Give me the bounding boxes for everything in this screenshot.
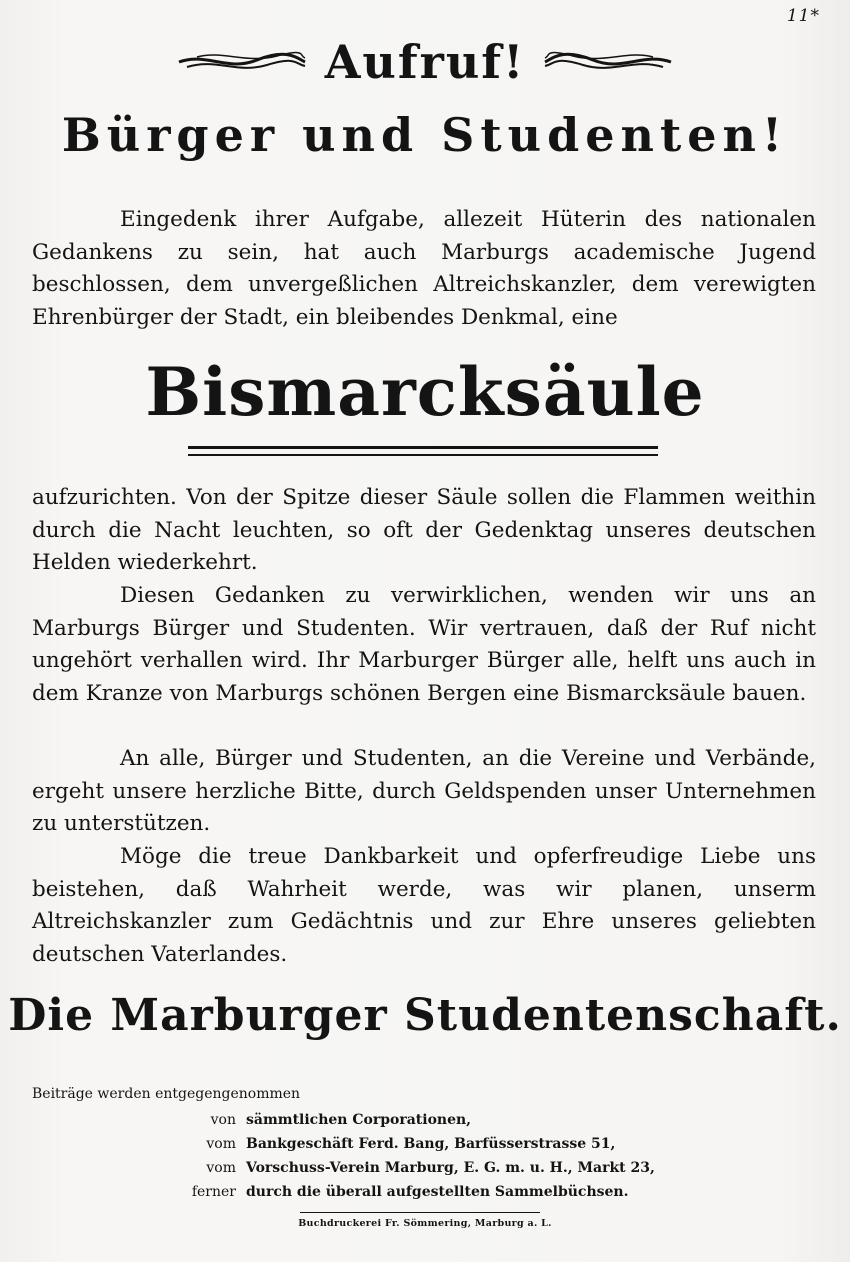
paragraph-3: Diesen Gedanken zu verwirklichen, wenden wir uns an Marburgs Bürger und Studenten. Wir vertrauen, daß der Ruf nicht ungehört verhallen wird. Ihr Marburger Bürger alle, helft uns auch in dem Kranze von Marburgs schönen Bergen eine Bismarcksäule bauen. [32, 583, 816, 706]
right-flourish-icon [543, 48, 673, 76]
contributions-list [180, 1108, 700, 1204]
list-item-prefix: vom [206, 1160, 236, 1176]
monument-heading: Bismarcksäule [145, 353, 705, 431]
list-item [180, 1156, 700, 1180]
paragraph-1: Eingedenk ihrer Aufgabe, allezeit Hüterin des nationalen Gedankens zu sein, hat auch Marburgs academische Jugend beschlossen, dem unvergeßlichen Altreichskanzler, dem verewigten Ehrenbürger der Stadt, ein bleibendes Denkmal, eine [32, 207, 816, 330]
archive-number: 11* [786, 6, 820, 26]
list-item-prefix: ferner [191, 1184, 236, 1200]
list-item-text: durch die überall aufgestellten Sammelbüchsen. [246, 1184, 629, 1200]
contributions-intro: Beiträge werden entgegengenommen [32, 1086, 301, 1102]
left-flourish-icon [177, 48, 307, 76]
list-item [180, 1108, 700, 1132]
list-item [180, 1132, 700, 1156]
signature: Die Marburger Studentenschaft. [8, 990, 842, 1041]
list-item-text: Bankgeschäft Ferd. Bang, Barfüsserstrasse 51, [246, 1136, 616, 1152]
title-row [0, 30, 850, 94]
paragraph-4: An alle, Bürger und Studenten, an die Vereine und Verbände, ergeht unsere herzliche Bitte, durch Geldspenden unser Unternehmen zu unterstützen. [32, 746, 816, 836]
printer-rule-divider [300, 1212, 540, 1214]
list-item-text: Vorschuss-Verein Marburg, E. G. m. u. H., Markt 23, [246, 1160, 655, 1176]
list-item-text: sämmtlichen Corporationen, [246, 1112, 472, 1128]
printer-imprint: Buchdruckerei Fr. Sömmering, Marburg a. L. [298, 1218, 552, 1229]
paragraph-2: aufzurichten. Von der Spitze dieser Säule sollen die Flammen weithin durch die Nacht leuchten, so oft der Gedenktag unseres deutschen Helden wiederkehrt. [32, 485, 816, 575]
list-item-prefix: von [210, 1112, 236, 1128]
subtitle: Bürger und Studenten! [61, 108, 789, 162]
paragraph-5: Möge die treue Dankbarkeit und opferfreudige Liebe uns beistehen, daß Wahrheit werde, was wir planen, unserm Altreichskanzler zum Gedächtnis und zur Ehre unseres geliebten deutschen Vaterlandes. [32, 844, 816, 967]
page-title: Aufruf! [324, 35, 526, 89]
double-rule-divider [188, 444, 658, 460]
list-item-prefix: vom [206, 1136, 236, 1152]
list-item [180, 1180, 700, 1204]
